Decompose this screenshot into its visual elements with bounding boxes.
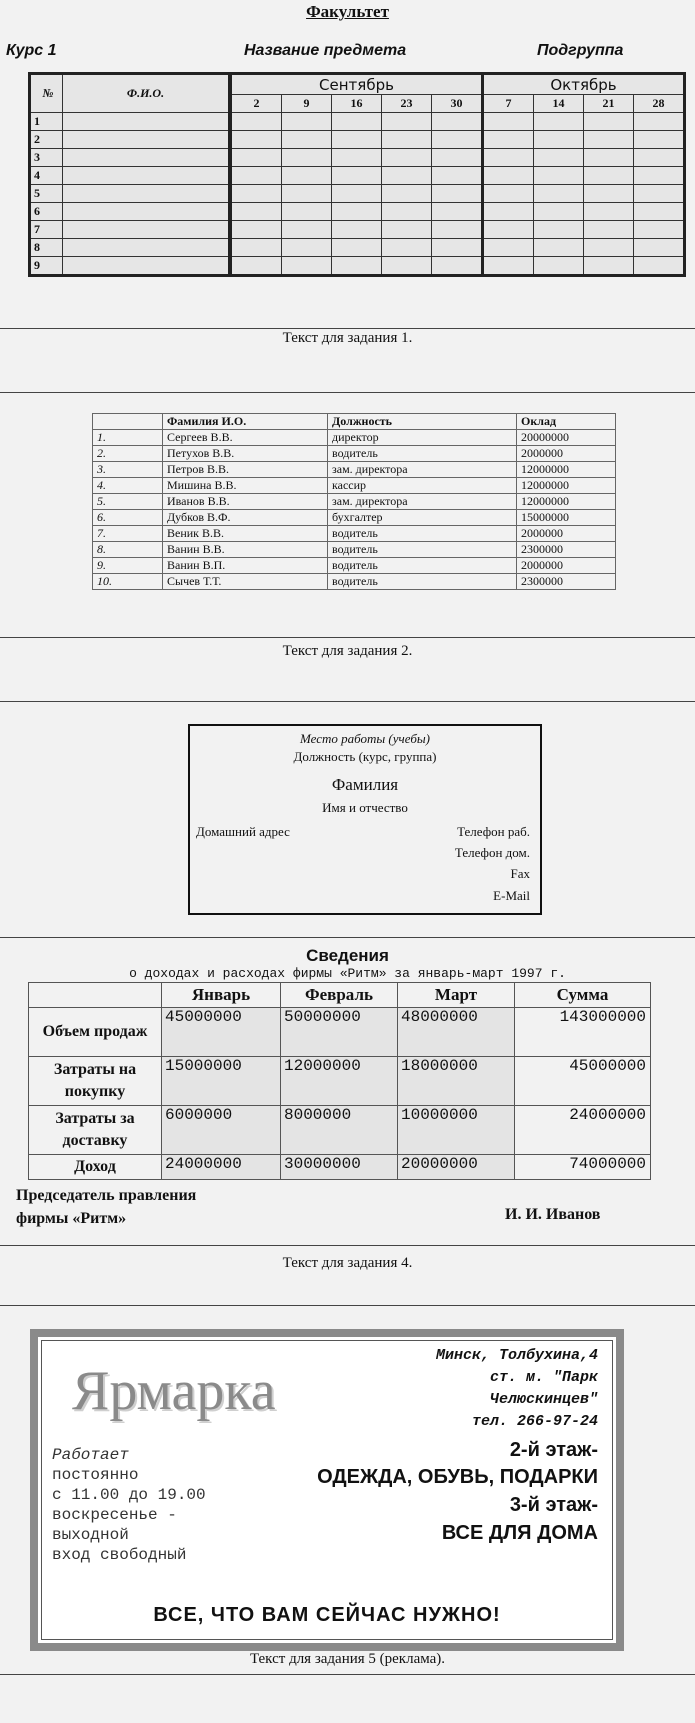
value-cell: 45000000 xyxy=(162,1008,281,1057)
attendance-cell xyxy=(332,203,382,221)
attendance-cell xyxy=(634,149,685,167)
divider xyxy=(0,637,695,638)
attendance-cell xyxy=(634,203,685,221)
attendance-cell xyxy=(432,185,483,203)
value-cell: 24000000 xyxy=(162,1155,281,1180)
divider xyxy=(0,1245,695,1246)
employee-position: водитель xyxy=(328,446,517,462)
card-work-phone: Телефон раб. xyxy=(457,824,530,839)
attendance-cell xyxy=(382,149,432,167)
divider xyxy=(0,1305,695,1306)
row-number: 6. xyxy=(93,510,163,526)
table-header: Февраль xyxy=(281,983,398,1008)
table-row xyxy=(93,542,616,558)
attendance-cell xyxy=(584,185,634,203)
value-cell: 18000000 xyxy=(398,1057,515,1106)
employee-name: Сычев Т.Т. xyxy=(163,574,328,590)
attendance-cell xyxy=(534,221,584,239)
attendance-cell xyxy=(432,203,483,221)
attendance-cell xyxy=(432,131,483,149)
attendance-cell xyxy=(584,149,634,167)
fio-cell xyxy=(63,185,231,203)
advertisement xyxy=(30,1329,624,1651)
attendance-cell xyxy=(382,131,432,149)
value-cell: 50000000 xyxy=(281,1008,398,1057)
value-cell: 48000000 xyxy=(398,1008,515,1057)
value-cell: 74000000 xyxy=(515,1155,651,1180)
employee-salary: 2000000 xyxy=(517,558,616,574)
employee-name: Веник В.В. xyxy=(163,526,328,542)
row-number: 2. xyxy=(93,446,163,462)
attendance-cell xyxy=(382,239,432,257)
day-header: 2 xyxy=(230,95,282,113)
employee-salary: 20000000 xyxy=(517,430,616,446)
attendance-cell xyxy=(282,113,332,131)
ad-address-line: тел. 266-97-24 xyxy=(471,1413,598,1430)
attendance-cell xyxy=(483,167,534,185)
table-header xyxy=(29,983,162,1008)
task4-caption: Текст для задания 4. xyxy=(282,1255,413,1271)
attendance-cell xyxy=(332,239,382,257)
attendance-cell xyxy=(483,131,534,149)
employee-position: зам. директора xyxy=(328,462,517,478)
table-header: Сумма xyxy=(515,983,651,1008)
employee-position: директор xyxy=(328,430,517,446)
row-number: 4. xyxy=(93,478,163,494)
attendance-cell xyxy=(584,203,634,221)
attendance-cell xyxy=(634,131,685,149)
attendance-cell xyxy=(332,257,382,276)
card-home-address: Домашний адрес xyxy=(196,824,290,839)
attendance-cell xyxy=(634,221,685,239)
table-header xyxy=(93,414,163,430)
attendance-cell xyxy=(332,131,382,149)
attendance-cell xyxy=(230,221,282,239)
table-row xyxy=(93,462,616,478)
attendance-cell xyxy=(483,113,534,131)
employee-position: водитель xyxy=(328,526,517,542)
attendance-cell xyxy=(483,185,534,203)
ad-floor-line: ОДЕЖДА, ОБУВЬ, ПОДАРКИ xyxy=(317,1466,598,1488)
attendance-cell xyxy=(432,257,483,276)
attendance-cell xyxy=(432,113,483,131)
day-header: 9 xyxy=(282,95,332,113)
attendance-cell xyxy=(634,167,685,185)
signer-name: И. И. Иванов xyxy=(505,1206,601,1223)
employee-position: кассир xyxy=(328,478,517,494)
employee-position: бухгалтер xyxy=(328,510,517,526)
divider xyxy=(0,392,695,393)
table-row xyxy=(30,113,685,131)
task2-caption: Текст для задания 2. xyxy=(282,643,413,659)
ad-hours-line: постоянно xyxy=(52,1466,139,1484)
table-row xyxy=(93,446,616,462)
ad-hours-line: воскресенье - xyxy=(52,1506,177,1524)
employee-name: Иванов В.В. xyxy=(163,494,328,510)
value-cell: 15000000 xyxy=(162,1057,281,1106)
day-header: 7 xyxy=(483,95,534,113)
col-fio-header: Ф.И.О. xyxy=(63,74,231,113)
attendance-cell xyxy=(432,149,483,167)
value-cell: 45000000 xyxy=(515,1057,651,1106)
attendance-cell xyxy=(584,131,634,149)
employee-position: водитель xyxy=(328,574,517,590)
attendance-cell xyxy=(230,149,282,167)
row-number: 2 xyxy=(30,131,63,149)
value-cell: 24000000 xyxy=(515,1106,651,1155)
attendance-cell xyxy=(534,257,584,276)
table-header: Должность xyxy=(328,414,517,430)
employee-position: водитель xyxy=(328,558,517,574)
fio-cell xyxy=(63,149,231,167)
signature-title-2: фирмы «Ритм» xyxy=(16,1210,127,1227)
ad-hours-line: Работает xyxy=(52,1446,129,1464)
card-fax: Fax xyxy=(510,866,530,881)
attendance-cell xyxy=(534,203,584,221)
employee-salary: 12000000 xyxy=(517,462,616,478)
attendance-cell xyxy=(483,239,534,257)
card-workplace: Место работы (учебы) xyxy=(299,731,431,746)
attendance-cell xyxy=(483,203,534,221)
attendance-cell xyxy=(584,221,634,239)
attendance-cell xyxy=(282,239,332,257)
card-surname: Фамилия xyxy=(331,775,399,794)
faculty-title: Факультет xyxy=(306,2,389,21)
attendance-cell xyxy=(634,113,685,131)
month-october: Октябрь xyxy=(483,74,685,95)
attendance-cell xyxy=(332,221,382,239)
table-header: Январь xyxy=(162,983,281,1008)
ad-slogan: ВСЕ, ЧТО ВАМ СЕЙЧАС НУЖНО! xyxy=(153,1604,501,1626)
table-row xyxy=(93,478,616,494)
attendance-cell xyxy=(332,113,382,131)
table-row xyxy=(93,494,616,510)
table-header: Фамилия И.О. xyxy=(163,414,328,430)
fio-cell xyxy=(63,167,231,185)
attendance-cell xyxy=(282,131,332,149)
employee-name: Петров В.В. xyxy=(163,462,328,478)
row-number: 10. xyxy=(93,574,163,590)
employee-salary: 2300000 xyxy=(517,574,616,590)
attendance-cell xyxy=(534,131,584,149)
employee-salary: 2000000 xyxy=(517,446,616,462)
attendance-cell xyxy=(282,221,332,239)
employee-position: водитель xyxy=(328,542,517,558)
attendance-cell xyxy=(534,185,584,203)
employee-name: Дубков В.Ф. xyxy=(163,510,328,526)
fio-cell xyxy=(63,239,231,257)
attendance-cell xyxy=(634,185,685,203)
employee-salary: 15000000 xyxy=(517,510,616,526)
row-number: 3 xyxy=(30,149,63,167)
attendance-cell xyxy=(584,113,634,131)
day-header: 16 xyxy=(332,95,382,113)
employee-salary: 2000000 xyxy=(517,526,616,542)
ad-address-line: Челюскинцев" xyxy=(489,1391,598,1408)
row-label: Объем продаж xyxy=(29,1008,162,1057)
attendance-cell xyxy=(282,257,332,276)
attendance-cell xyxy=(534,113,584,131)
divider xyxy=(0,701,695,702)
attendance-cell xyxy=(230,167,282,185)
business-card xyxy=(188,724,542,915)
attendance-cell xyxy=(483,221,534,239)
attendance-cell xyxy=(230,239,282,257)
row-number: 6 xyxy=(30,203,63,221)
day-header: 23 xyxy=(382,95,432,113)
table-row xyxy=(29,1155,651,1180)
table-row xyxy=(30,221,685,239)
attendance-cell xyxy=(534,167,584,185)
attendance-cell xyxy=(382,167,432,185)
subgroup-label: Подгруппа xyxy=(537,42,624,59)
table-row xyxy=(93,510,616,526)
employee-name: Ванин В.П. xyxy=(163,558,328,574)
row-number: 8 xyxy=(30,239,63,257)
finance-table xyxy=(28,982,651,1180)
row-number: 1 xyxy=(30,113,63,131)
day-header: 30 xyxy=(432,95,483,113)
attendance-cell xyxy=(432,239,483,257)
attendance-cell xyxy=(332,149,382,167)
row-label: Доход xyxy=(29,1155,162,1180)
row-number: 5 xyxy=(30,185,63,203)
row-number: 9 xyxy=(30,257,63,276)
value-cell: 20000000 xyxy=(398,1155,515,1180)
attendance-cell xyxy=(483,149,534,167)
row-number: 8. xyxy=(93,542,163,558)
attendance-cell xyxy=(634,239,685,257)
month-september: Сентябрь xyxy=(230,74,483,95)
attendance-cell xyxy=(483,257,534,276)
attendance-cell xyxy=(230,113,282,131)
employee-salary: 2300000 xyxy=(517,542,616,558)
value-cell: 10000000 xyxy=(398,1106,515,1155)
table-row xyxy=(30,203,685,221)
row-number: 7. xyxy=(93,526,163,542)
employee-name: Сергеев В.В. xyxy=(163,430,328,446)
attendance-cell xyxy=(230,257,282,276)
fio-cell xyxy=(63,257,231,276)
ad-address-line: Минск, Толбухина,4 xyxy=(435,1347,598,1364)
row-number: 4 xyxy=(30,167,63,185)
task1-caption: Текст для задания 1. xyxy=(282,330,413,346)
attendance-cell xyxy=(332,167,382,185)
report-subtitle: о доходах и расходах фирмы «Ритм» за январь-март 1997 г. xyxy=(129,966,566,981)
row-label: Затраты за доставку xyxy=(29,1106,162,1155)
attendance-cell xyxy=(634,257,685,276)
report-title: Сведения xyxy=(306,946,389,965)
attendance-cell xyxy=(382,221,432,239)
attendance-cell xyxy=(584,167,634,185)
ad-floor-line: ВСЕ ДЛЯ ДОМА xyxy=(441,1522,598,1544)
signature-title-1: Председатель правления xyxy=(16,1187,197,1204)
table-row xyxy=(30,167,685,185)
table-row xyxy=(93,430,616,446)
attendance-cell xyxy=(534,149,584,167)
divider xyxy=(0,937,695,938)
table-row xyxy=(29,1008,651,1057)
attendance-cell xyxy=(282,149,332,167)
attendance-table xyxy=(28,72,686,277)
card-position: Должность (курс, группа) xyxy=(293,749,437,764)
employee-name: Петухов В.В. xyxy=(163,446,328,462)
table-row xyxy=(29,1057,651,1106)
row-number: 9. xyxy=(93,558,163,574)
employee-name: Ванин В.В. xyxy=(163,542,328,558)
fair-logo: Ярмарка xyxy=(72,1360,276,1422)
salary-table xyxy=(92,413,616,590)
attendance-cell xyxy=(432,221,483,239)
ad-inner-frame xyxy=(41,1340,613,1640)
course-label: Курс 1 xyxy=(6,42,57,59)
ad-floor-line: 2-й этаж- xyxy=(509,1439,598,1461)
employee-salary: 12000000 xyxy=(517,478,616,494)
value-cell: 6000000 xyxy=(162,1106,281,1155)
ad-hours-line: с 11.00 до 19.00 xyxy=(52,1486,206,1504)
attendance-cell xyxy=(584,257,634,276)
divider xyxy=(0,328,695,329)
attendance-cell xyxy=(584,239,634,257)
attendance-cell xyxy=(534,239,584,257)
ad-hours-line: вход свободный xyxy=(52,1546,187,1564)
table-row xyxy=(93,574,616,590)
fio-cell xyxy=(63,131,231,149)
row-number: 3. xyxy=(93,462,163,478)
attendance-cell xyxy=(382,113,432,131)
ad-hours-line: выходной xyxy=(52,1526,129,1544)
attendance-cell xyxy=(382,257,432,276)
value-cell: 12000000 xyxy=(281,1057,398,1106)
row-label: Затраты на покупку xyxy=(29,1057,162,1106)
divider xyxy=(0,1674,695,1675)
table-row xyxy=(30,131,685,149)
card-email: E-Mail xyxy=(493,888,530,903)
attendance-cell xyxy=(382,185,432,203)
table-row xyxy=(30,239,685,257)
table-header: Март xyxy=(398,983,515,1008)
fio-cell xyxy=(63,203,231,221)
attendance-cell xyxy=(230,131,282,149)
value-cell: 8000000 xyxy=(281,1106,398,1155)
table-row xyxy=(30,149,685,167)
fio-cell xyxy=(63,113,231,131)
employee-name: Мишина В.В. xyxy=(163,478,328,494)
table-row xyxy=(29,1106,651,1155)
row-number: 1. xyxy=(93,430,163,446)
table-row xyxy=(93,558,616,574)
employee-position: зам. директора xyxy=(328,494,517,510)
attendance-cell xyxy=(282,167,332,185)
attendance-cell xyxy=(332,185,382,203)
ad-address-line: ст. м. "Парк xyxy=(489,1369,598,1386)
value-cell: 143000000 xyxy=(515,1008,651,1057)
attendance-cell xyxy=(282,185,332,203)
subject-label: Название предмета xyxy=(244,42,407,59)
attendance-cell xyxy=(382,203,432,221)
table-row xyxy=(30,257,685,276)
value-cell: 30000000 xyxy=(281,1155,398,1180)
card-home-phone: Телефон дом. xyxy=(454,845,530,860)
fio-cell xyxy=(63,221,231,239)
attendance-cell xyxy=(230,185,282,203)
day-header: 28 xyxy=(634,95,685,113)
card-name: Имя и отчество xyxy=(322,800,408,815)
attendance-cell xyxy=(282,203,332,221)
day-header: 21 xyxy=(584,95,634,113)
day-header: 14 xyxy=(534,95,584,113)
table-header: Оклад xyxy=(517,414,616,430)
row-number: 7 xyxy=(30,221,63,239)
task5-caption: Текст для задания 5 (реклама). xyxy=(249,1651,446,1667)
employee-salary: 12000000 xyxy=(517,494,616,510)
attendance-cell xyxy=(432,167,483,185)
col-num-header: № xyxy=(30,74,63,113)
table-row xyxy=(93,526,616,542)
attendance-cell xyxy=(230,203,282,221)
ad-floor-line: 3-й этаж- xyxy=(509,1494,598,1516)
table-row xyxy=(30,185,685,203)
row-number: 5. xyxy=(93,494,163,510)
